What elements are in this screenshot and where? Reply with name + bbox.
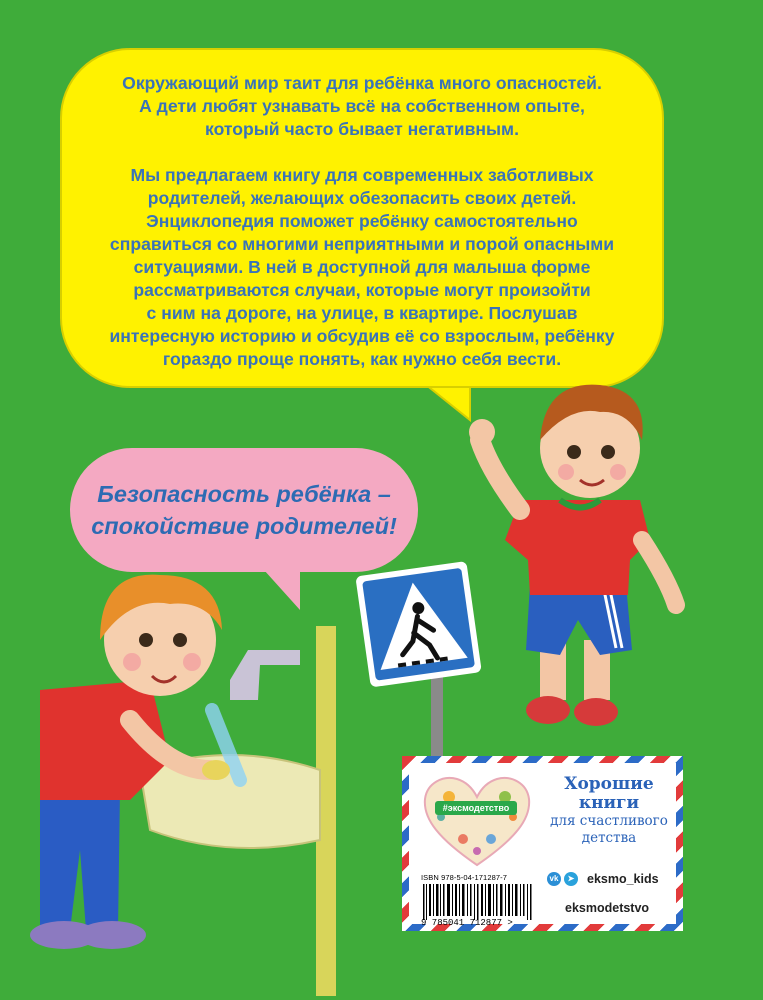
slogan-line-4: детства [581,830,637,846]
barcode-icon [421,884,537,920]
intro-line: Окружающий мир таит для ребёнка много опасностей. [122,73,602,93]
social-row-site [547,898,677,918]
isbn-block [421,873,537,928]
intro-line: который часто бывает негативным. [205,119,519,139]
isbn-label: ISBN 978-5-04-171287-7 [421,873,508,882]
publisher-card-inner [409,763,676,928]
intro-line: интересную историю и обсудив её со взрослым, ребёнку [109,326,615,346]
telegram-icon[interactable]: ➤ [564,872,578,886]
site-handle[interactable]: eksmodetstvo [565,901,650,915]
card-slogan [541,775,677,847]
intro-line: справиться со многими неприятными и порой опасными [109,234,615,254]
intro-line: А дети любят узнавать всё на собственном опыте, [139,96,585,116]
social-handle[interactable]: eksmo_kids [587,872,659,886]
slogan-line-1: Хорошие [564,774,654,794]
heart-logo-icon [419,773,535,869]
intro-line: ситуациями. В ней в доступной для малыша форме [133,257,591,277]
heart-hashtag: #эксмодетство [435,801,517,815]
intro-line: Мы предлагаем книгу для современных заботливых [130,165,594,185]
intro-line: Энциклопедия поможет ребёнку самостоятельно [146,211,578,231]
pedestrian-crossing-sign-icon [355,561,481,687]
intro-line: гораздо проще понять, как нужно себя вести. [162,349,562,369]
boy-pointing [469,385,676,726]
publisher-card [402,756,683,931]
slogan-line-2: книги [578,793,640,813]
intro-line: родителей, желающих обезопасить своих детей. [147,188,577,208]
slogan-line-2: спокойствие родителей! [91,513,397,539]
social-row-kids [547,869,677,889]
isbn-digits: 9 785041 712877 > [421,918,513,928]
vk-icon[interactable]: vk [547,872,561,886]
slogan-line-1: Безопасность ребёнка – [97,481,391,507]
boy-washing-hands [30,575,230,949]
social-block [547,869,677,918]
slogan-line-3: для счастливого [550,813,668,829]
intro-line: с ним на дороге, на улице, в квартире. Послушав [146,303,578,323]
intro-line: рассматриваются случаи, которые могут произойти [133,280,591,300]
